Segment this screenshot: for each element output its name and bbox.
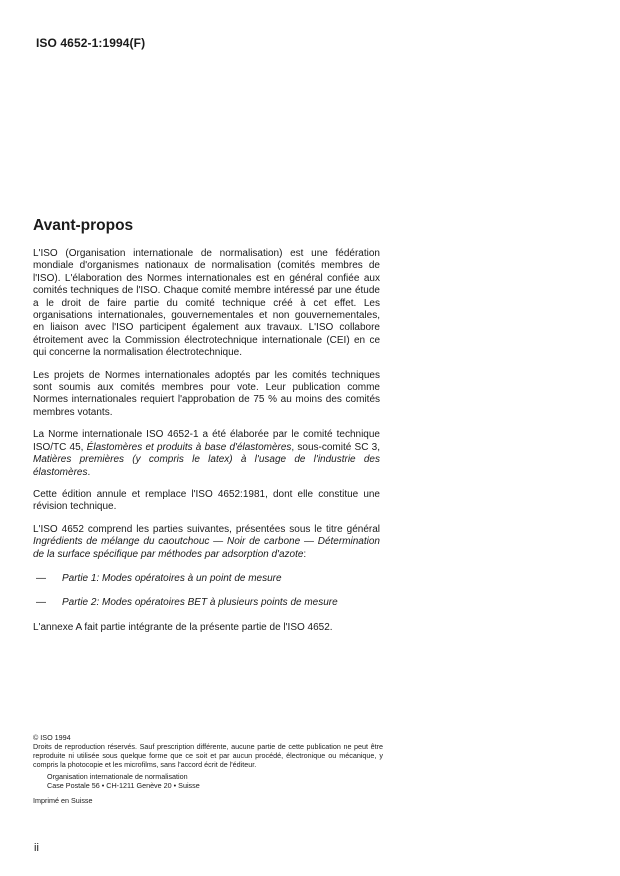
committee-title-italic: Élastomères et produits à base d'élastomères (86, 441, 292, 453)
printed-in: Imprimé en Suisse (33, 796, 93, 805)
page-number: ii (34, 842, 39, 854)
committee-text-1: La Norme internationale ISO 4652-1 a été élaborée par le comité technique ISO/TC 45, (33, 429, 380, 453)
publisher-address (47, 772, 383, 790)
list-item-text: Partie 2: Modes opératoires BET à plusieurs points de mesure (62, 597, 338, 609)
paragraph-parts (33, 524, 380, 561)
paragraph-annex: L'annexe A fait partie intégrante de la présente partie de l'ISO 4652. (33, 621, 333, 633)
publisher-postal-address: Case Postale 56 • CH-1211 Genève 20 • Suisse (47, 781, 200, 790)
foreword-body (33, 248, 380, 644)
dash-bullet: — (36, 572, 46, 584)
publisher-name: Organisation internationale de normalisation (47, 772, 188, 781)
list-item-text: Partie 1: Modes opératoires à un point de mesure (62, 572, 282, 584)
parts-colon: : (303, 548, 307, 560)
list-item (36, 573, 380, 585)
parts-intro-text: L'ISO 4652 comprend les parties suivantes, présentées sous le titre général (33, 523, 380, 535)
rights-notice: Droits de reproduction réservés. Sauf prescription différente, aucune partie de cette publication ne peut être reproduite ni utilisée sous quelque forme que ce soit et par aucun procédé, électronique ou mécanique, y compris la photocopie et les microfilms, sans l'accord écrit de l'éditeur. (33, 742, 383, 769)
committee-text-3: . (87, 466, 91, 478)
copyright-line: © ISO 1994 (33, 733, 71, 742)
list-item (36, 597, 380, 609)
dash-bullet: — (36, 597, 46, 609)
paragraph-iso-description: L'ISO (Organisation internationale de normalisation) est une fédération mondiale d'organismes nationaux de normalisation (comités membres de l'ISO). L'élaboration des Normes internationales est en général confiée aux comités techniques de l'ISO. Chaque comité membre intéressé par une étude a le droit de faire partie du comité technique créé à cet effet. Les organisations internationales, gouvernementales et non gouvernementales, en liaison avec l'ISO participent également aux travaux. L'ISO collabore étroitement avec la Commission électrotechnique internationale (CEI) en ce qui concerne la normalisation électrotechnique. (33, 248, 380, 359)
subcommittee-title-italic: Matières premières (y compris le latex) à l'usage de l'industrie des élastomères (33, 454, 380, 478)
copyright-footer (33, 733, 383, 805)
committee-text-2: , sous-comité SC 3, (291, 441, 380, 453)
paragraph-voting: Les projets de Normes internationales adoptés par les comités techniques sont soumis aux comités membres pour vote. Leur publication comme Normes internationales requiert l'approbation de 75 % au moins des comités membres votants. (33, 369, 380, 418)
paragraph-committee (33, 429, 380, 479)
parts-general-title-italic: Ingrédients de mélange du caoutchouc — Noir de carbone — Détermination de la surface spécifique par méthodes par adsorption d'azote (33, 536, 380, 560)
section-title: Avant-propos (33, 217, 134, 234)
paragraph-edition: Cette édition annule et remplace l'ISO 4652:1981, dont elle constitue une révision technique. (33, 488, 380, 513)
document-id-header: ISO 4652-1:1994(F) (36, 36, 146, 50)
